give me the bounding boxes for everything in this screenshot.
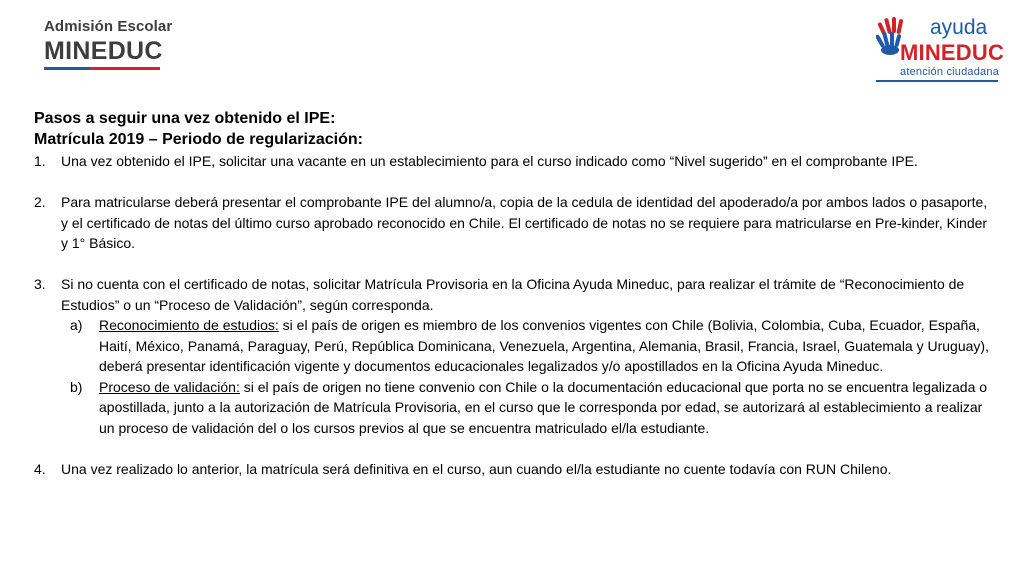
logo-underline (876, 80, 998, 82)
admision-escolar-logo (44, 18, 174, 78)
logo-top-text: Admisión Escolar (44, 18, 173, 35)
substep-title: Proceso de validación: (99, 378, 240, 395)
ayuda-mineduc-logo (876, 12, 1005, 82)
list-item (34, 151, 994, 172)
mineduc-text: MINEDUC (900, 40, 1005, 65)
step-number: 3. (34, 276, 46, 292)
heading-matricula: Matrícula 2019 – Periodo de regularización: (34, 131, 363, 148)
step-number: 2. (34, 194, 46, 210)
logo-main-text: MINEDUC (44, 37, 163, 65)
list-item (34, 192, 994, 254)
substep-title: Reconocimiento de estudios: (99, 317, 279, 333)
substep-text: si el país de origen no tiene convenio con Chile o la documentación educacional que porta no se encuentra legalizada o apostillada, junto a la autorización de Matrícula Provisoria, en el curso que le corresponda por edad, se autorizará al establecimiento a realizar un proceso de validación del o los cursos previos al que se encuentra matriculado el/la estudiante. (99, 378, 988, 436)
ayuda-text: ayuda (930, 16, 988, 39)
step-text: Si no cuenta con el certificado de notas, solicitar Matrícula Provisoria en la Oficina Ayuda Mineduc, para realizar el trámite de “Reconocimiento de Estudios” o un “Proceso de Validación”, según corresponda. (61, 276, 965, 313)
step-text: Una vez obtenido el IPE, solicitar una vacante en un establecimiento para el curso indicado como “Nivel sugerido” en el comprobante IPE. (61, 153, 918, 169)
step-number: 1. (34, 153, 46, 169)
step-text: Para matricularse deberá presentar el comprobante IPE del alumno/a, copia de la cedula de identidad del apoderado/a por ambos lados o pasaporte, y el certificado de notas del último curso aprobado reconocido en Chile. El certificado de notas no se requiere para matricularse en Pre-kinder, Kinder y 1° Básico. (61, 194, 988, 251)
step-text: Una vez realizado lo anterior, la matrícula será definitiva en el curso, aun cuando el/la estudiante no cuente todavía con RUN Chileno. (61, 460, 892, 477)
substep-letter: a) (70, 317, 83, 333)
flag-bar (44, 67, 160, 70)
list-item (34, 459, 994, 480)
list-item (34, 274, 994, 315)
atencion-ciudadana-text: atención ciudadana (900, 66, 1000, 78)
sub-list-item (70, 315, 994, 377)
slide-content (34, 108, 994, 479)
step-number: 4. (34, 460, 46, 477)
substep-text: si el país de origen es miembro de los convenios vigentes con Chile (Bolivia, Colombia, Cuba, Ecuador, España, Haití, México, Panamá, Paraguay, Perú, República Dominicana, Venezuela, Argentina, Alemania, Brasil, Francia, Israel, Guatemala y Uruguay), deberá presentar identificación vigente y documentos educacionales legalizados y/o apostillados en la Oficina Ayuda Mineduc. (99, 317, 989, 374)
heading-steps: Pasos a seguir una vez obtenido el IPE: (34, 110, 336, 127)
steps-list (34, 151, 994, 479)
sub-list-item (70, 377, 994, 439)
substep-letter: b) (70, 378, 83, 395)
